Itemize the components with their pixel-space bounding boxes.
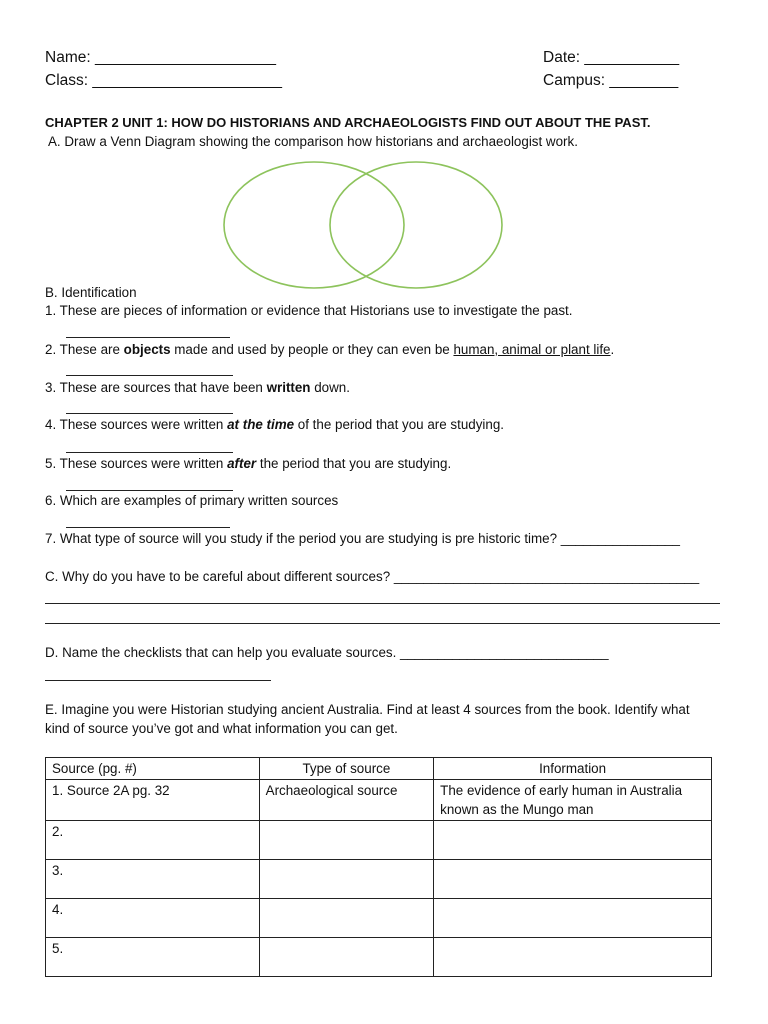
chapter-title: CHAPTER 2 UNIT 1: HOW DO HISTORIANS AND ARCHAEOLOGISTS FIND OUT ABOUT THE PAST.: [45, 115, 651, 130]
sources-table: [45, 757, 712, 977]
section-b-title: B. Identification: [45, 285, 137, 300]
question-3-text-cont: down.: [310, 380, 350, 395]
venn-circle-right: [330, 162, 502, 288]
question-4: [45, 417, 504, 432]
section-c-prompt: C. Why do you have to be careful about different sources? _________________________________________: [45, 569, 700, 584]
table-cell-information[interactable]: [434, 860, 712, 899]
table-cell-information: The evidence of early human in Australia known as the Mungo man: [434, 780, 712, 821]
table-cell-type[interactable]: [259, 899, 434, 938]
answer-line-4[interactable]: [66, 452, 233, 453]
question-5-emphasis-after: after: [227, 456, 257, 471]
table-header-row: [46, 758, 712, 780]
table-cell-type: Archaeological source: [259, 780, 434, 821]
table-row: [46, 860, 712, 899]
question-1: 1. These are pieces of information or evidence that Historians use to investigate the past.: [45, 303, 573, 318]
table-row: [46, 899, 712, 938]
campus-field-label: Campus: ________: [543, 72, 679, 89]
table-cell-source: 3.: [46, 860, 260, 899]
question-5-text: 5. These sources were written: [45, 456, 228, 471]
question-4-text: 4. These sources were written: [45, 417, 228, 432]
question-3-text: 3. These are sources that have been: [45, 380, 267, 395]
question-2-underlined-phrase: human, animal or plant life: [453, 342, 611, 357]
table-row: [46, 938, 712, 977]
table-cell-information[interactable]: [434, 821, 712, 860]
table-cell-type[interactable]: [259, 938, 434, 977]
answer-line-3[interactable]: [66, 413, 233, 414]
answer-line-d[interactable]: [45, 680, 271, 681]
class-field-label: Class: ______________________: [45, 72, 283, 89]
table-cell-information[interactable]: [434, 899, 712, 938]
question-4-text-cont: of the period that you are studying.: [294, 417, 504, 432]
question-2-period: .: [610, 342, 615, 357]
question-2-emphasis-objects: objects: [123, 342, 171, 357]
section-e-prompt-line-2: kind of source you’ve got and what information you can get.: [45, 721, 398, 736]
column-header-source: Source (pg. #): [46, 758, 260, 780]
column-header-information: Information: [434, 758, 712, 780]
name-field-label: Name: _____________________: [45, 49, 276, 66]
section-a-prompt: A. Draw a Venn Diagram showing the comparison how historians and archaeologist work.: [45, 134, 578, 149]
answer-line-1[interactable]: [66, 337, 230, 338]
question-2: [45, 342, 614, 357]
table-row: [46, 821, 712, 860]
question-2-text: 2. These are: [45, 342, 124, 357]
question-2-text-cont: made and used by people or they can even be: [170, 342, 454, 357]
answer-line-6[interactable]: [66, 527, 230, 528]
question-7: 7. What type of source will you study if the period you are studying is pre historic time? ________________: [45, 531, 680, 546]
question-3: [45, 380, 350, 395]
table-cell-type[interactable]: [259, 821, 434, 860]
question-5: [45, 456, 451, 471]
table-cell-source: 1. Source 2A pg. 32: [46, 780, 260, 821]
question-4-emphasis-at-the-time: at the time: [227, 417, 295, 432]
answer-line-2[interactable]: [66, 375, 233, 376]
table-cell-source: 4.: [46, 899, 260, 938]
table-row: [46, 780, 712, 821]
date-field-label: Date: ___________: [543, 49, 680, 66]
question-5-text-cont: the period that you are studying.: [256, 456, 452, 471]
question-3-emphasis-written: written: [266, 380, 311, 395]
table-cell-source: 2.: [46, 821, 260, 860]
answer-line-c-2[interactable]: [45, 623, 720, 624]
table-cell-information[interactable]: [434, 938, 712, 977]
question-6: 6. Which are examples of primary written sources: [45, 493, 339, 508]
table-cell-type[interactable]: [259, 860, 434, 899]
answer-line-5[interactable]: [66, 490, 233, 491]
column-header-type: Type of source: [259, 758, 434, 780]
answer-line-c-1[interactable]: [45, 603, 720, 604]
section-e-prompt-line-1: E. Imagine you were Historian studying ancient Australia. Find at least 4 sources from the book. Identify what: [45, 702, 690, 717]
venn-circle-left: [224, 162, 404, 288]
table-cell-source: 5.: [46, 938, 260, 977]
venn-diagram: [220, 160, 510, 294]
section-d-prompt: D. Name the checklists that can help you evaluate sources. ____________________________: [45, 645, 609, 660]
